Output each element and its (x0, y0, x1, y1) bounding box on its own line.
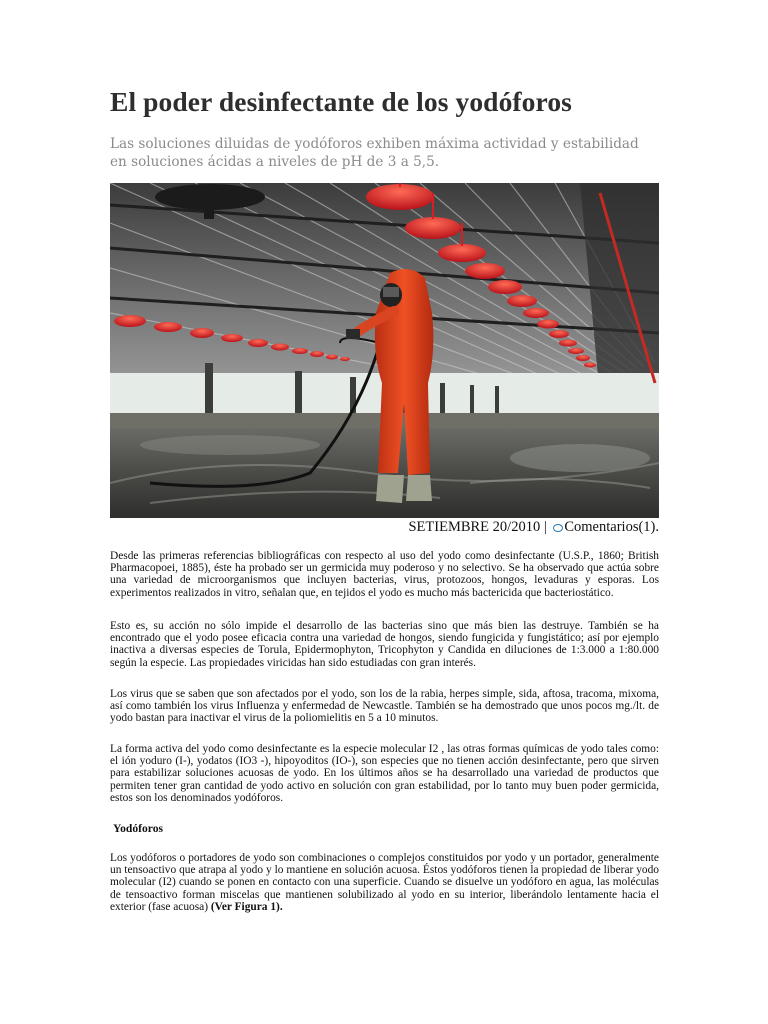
paragraph-1: Desde las primeras referencias bibliográficas con respecto al uso del yodo como desinfectante (U.S.P., 1860; British Pharmacopoei, 1885), éste ha probado ser un germicida muy poderoso y no selectivo. Se ha observado que actúa sobre una variedad de microorganismos que incluyen bacterias, virus, protozoos, hongos, levaduras y esporas. Los experimentos realizados in vitro, señalan que, en tejidos el yodo es mucho más bactericida que bacteriostático. (110, 550, 659, 599)
figure-reference[interactable]: (Ver Figura 1). (210, 900, 283, 913)
paragraph-4: La forma activa del yodo como desinfectante es la especie molecular I2 , las otras formas químicas de yodo tales como: el ión yoduro (I-), yodatos (IO3 -), hipoyoditos (IO-), son especies que no tienen acción desinfectante, pero que sirven para estabilizar soluciones acuosas de yodo. En los últimos años se ha desarrollado una variedad de productos que permiten tener gran cantidad de yodo activo en solución con gran estabilidad, por lo tanto muy buen poder germicida, estos son los denominados yodóforos. (110, 743, 659, 804)
article-subtitle: Las soluciones diluidas de yodóforos exhiben máxima actividad y estabilidad en soluciones ácidas a niveles de pH de 3 a 5,5. (110, 136, 639, 170)
paragraph-2: Esto es, su acción no sólo impide el desarrollo de las bacterias sino que más bien las destruye. También se ha encontrado que el yodo posee eficacia contra una variedad de hongos, siendo fungicida y fungistático; así por ejemplo inactiva a diversas especies de Torula, Epidermophyton, Tricophyton y Candida en diluciones de 1:3.000 a 1:80.000 según la especie. Las propiedades viricidas han sido estudiadas con gran interés. (110, 620, 659, 669)
post-meta (110, 519, 659, 536)
comments-label: Comentarios(1) (564, 519, 656, 535)
section-paragraph (110, 852, 659, 913)
section-heading: Yodóforos (113, 822, 164, 835)
comments-link[interactable] (550, 519, 655, 535)
paragraph-3: Los virus que se saben que son afectados por el yodo, son los de la rabia, herpes simple, sida, aftosa, tracoma, mixoma, así como también los virus Influenza y enfermedad de Newcastle. También se ha demostrado que unos pocos mg./lt. de yodo bastan para inactivar el virus de la poliomielitis en 5 a 10 minutos. (110, 688, 659, 725)
chat-bubble-icon (553, 524, 563, 532)
article-title: El poder desinfectante de los yodóforos (110, 86, 572, 117)
poultry-house-disinfection-photo (110, 183, 659, 518)
section-paragraph-text: Los yodóforos o portadores de yodo son combinaciones o complejos constituidos por yodo y un portador, generalmente un tensoactivo que atrapa al yodo y lo mantiene en solución acuosa. Éstos yodóforos tienen la propiedad de liberar yodo molecular (I2) cuando se ponen en contacto con una superficie. Cuando se disuelve un yodóforo en agua, las moléculas de tensoactivo forman miscelas que mantienen solubilizado al yodo en su interior, liberándolo lentamente hacia el exterior (fase acuosa) (110, 852, 659, 913)
comments-suffix: . (655, 519, 659, 535)
post-date: SETIEMBRE 20/2010 | (408, 519, 551, 535)
article-photo (110, 183, 659, 518)
